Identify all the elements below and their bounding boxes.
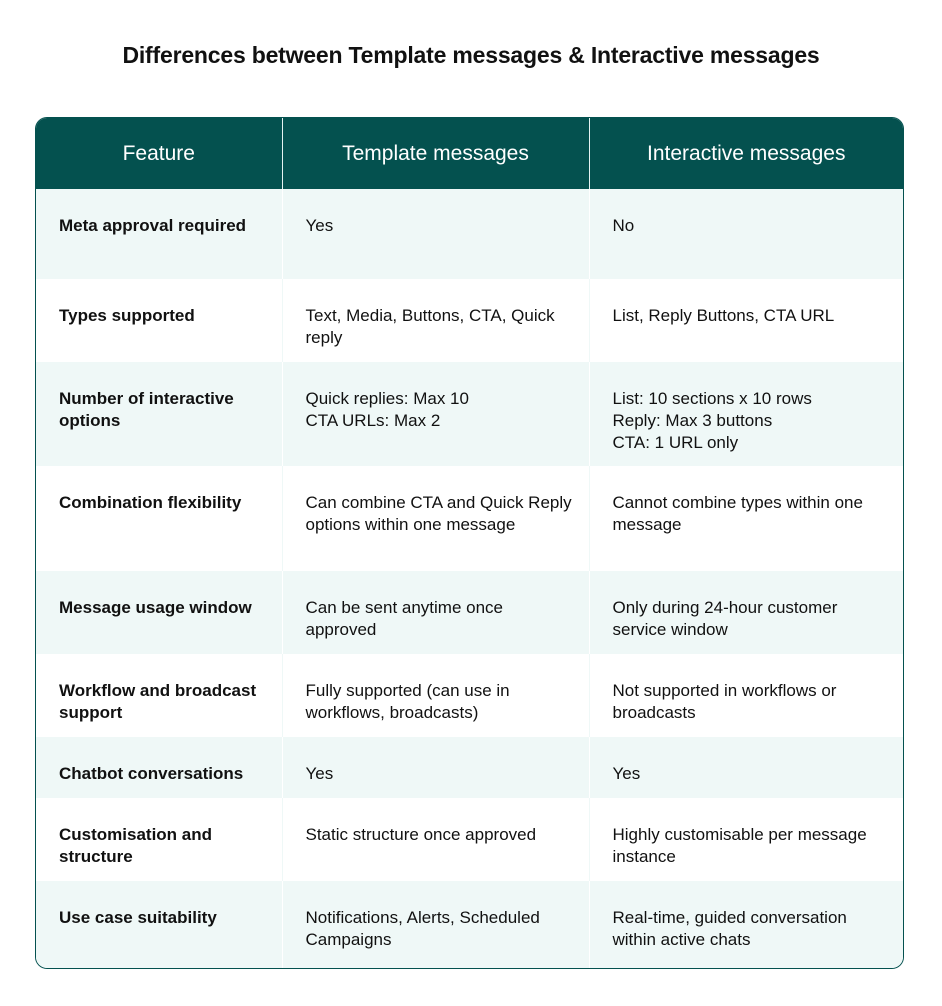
template-cell: Static structure once approved — [282, 798, 589, 881]
feature-cell: Message usage window — [36, 571, 282, 654]
table-row — [36, 362, 903, 466]
interactive-cell: Highly customisable per message instance — [589, 798, 903, 881]
feature-cell: Workflow and broadcast support — [36, 654, 282, 737]
feature-cell: Number of interactive options — [36, 362, 282, 466]
template-cell: Fully supported (can use in workflows, broadcasts) — [282, 654, 589, 737]
table-row — [36, 881, 903, 968]
template-cell: Quick replies: Max 10 CTA URLs: Max 2 — [282, 362, 589, 466]
interactive-cell: Yes — [589, 737, 903, 798]
interactive-cell: Only during 24-hour customer service window — [589, 571, 903, 654]
template-cell: Notifications, Alerts, Scheduled Campaigns — [282, 881, 589, 968]
table-row — [36, 737, 903, 798]
feature-cell: Chatbot conversations — [36, 737, 282, 798]
header-interactive-messages: Interactive messages — [589, 118, 903, 189]
feature-cell: Combination flexibility — [36, 466, 282, 571]
feature-cell: Use case suitability — [36, 881, 282, 968]
feature-cell: Meta approval required — [36, 189, 282, 279]
feature-cell: Types supported — [36, 279, 282, 362]
interactive-cell: Cannot combine types within one message — [589, 466, 903, 571]
template-cell: Text, Media, Buttons, CTA, Quick reply — [282, 279, 589, 362]
table-header-row — [36, 118, 903, 189]
table-row — [36, 279, 903, 362]
table-row — [36, 654, 903, 737]
template-cell: Yes — [282, 189, 589, 279]
comparison-table — [35, 117, 904, 969]
interactive-cell: Real-time, guided conversation within active chats — [589, 881, 903, 968]
interactive-cell: No — [589, 189, 903, 279]
page-title: Differences between Template messages & Interactive messages — [122, 42, 820, 68]
interactive-cell: Not supported in workflows or broadcasts — [589, 654, 903, 737]
table-row — [36, 798, 903, 881]
interactive-cell: List: 10 sections x 10 rows Reply: Max 3 buttons CTA: 1 URL only — [589, 362, 903, 466]
table-row — [36, 189, 903, 279]
template-cell: Can combine CTA and Quick Reply options within one message — [282, 466, 589, 571]
feature-cell: Customisation and structure — [36, 798, 282, 881]
table-row — [36, 571, 903, 654]
template-cell: Yes — [282, 737, 589, 798]
table-row — [36, 466, 903, 571]
header-feature: Feature — [36, 118, 282, 189]
header-template-messages: Template messages — [282, 118, 589, 189]
template-cell: Can be sent anytime once approved — [282, 571, 589, 654]
interactive-cell: List, Reply Buttons, CTA URL — [589, 279, 903, 362]
